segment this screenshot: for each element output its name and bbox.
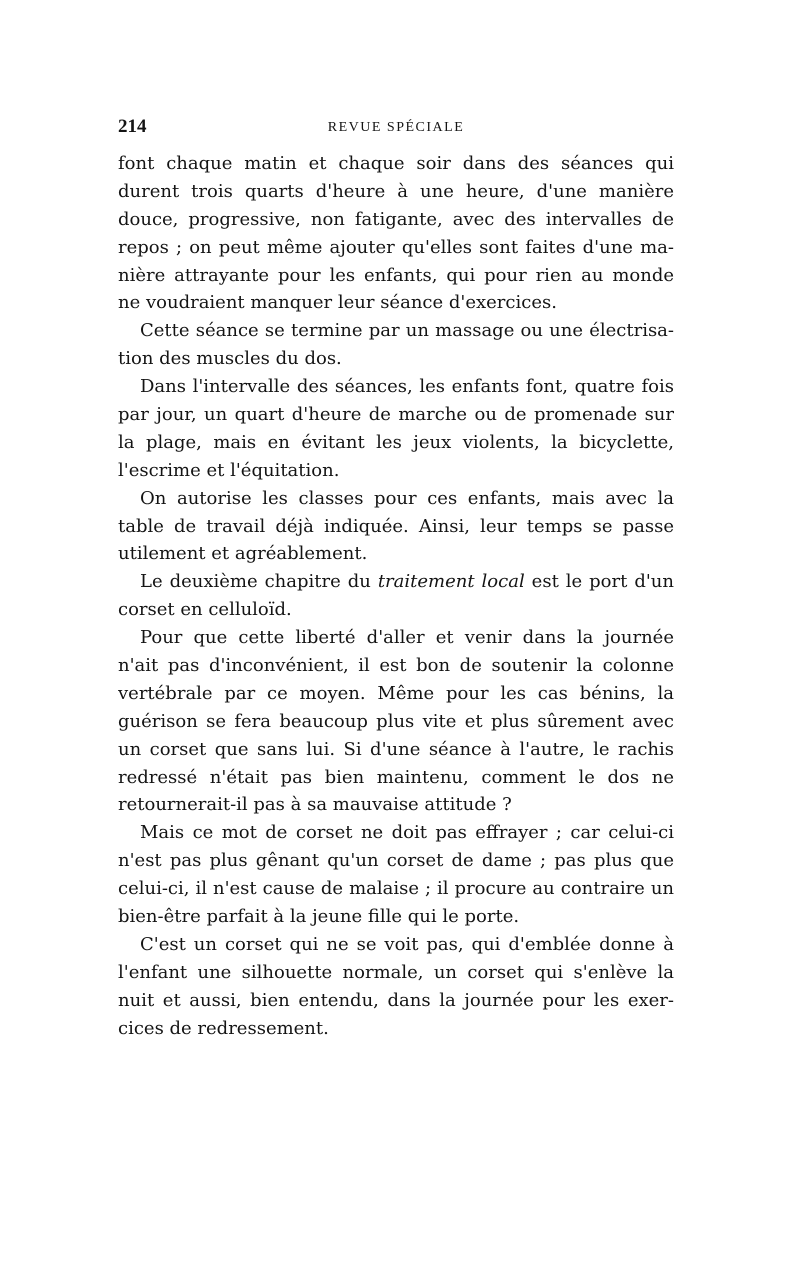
text-line: Pour que cette liberté d'aller et venir dans la journée	[140, 627, 674, 649]
paragraph	[118, 317, 674, 373]
text-line: Dans l'intervalle des séances, les enfants font, quatre fois	[140, 376, 674, 398]
text-line: Mais ce mot de corset ne doit pas effrayer ; car celui-ci	[140, 822, 674, 844]
text-line: nière attrayante pour les enfants, qui pour rien au monde	[118, 264, 674, 286]
page-number: 214	[118, 116, 147, 137]
text-line: C'est un corset qui ne se voit pas, qui d'emblée donne à	[140, 933, 674, 955]
text-line: douce, progressive, non fatigante, avec des intervalles de	[118, 208, 674, 230]
page-header	[118, 116, 674, 140]
text-line: table de travail déjà indiquée. Ainsi, leur temps se passe	[118, 515, 674, 537]
text-line: tion des muscles du dos.	[118, 348, 342, 370]
text-line: redressé n'était pas bien maintenu, comment le dos ne	[118, 766, 674, 788]
italic-phrase: traitement local	[377, 571, 525, 593]
text-line: guérison se fera beaucoup plus vite et plus sûrement avec	[118, 710, 674, 732]
text-line: celui-ci, il n'est cause de malaise ; il procure au contraire un	[118, 878, 674, 900]
running-title: REVUE SPÉCIALE	[327, 120, 465, 135]
paragraph	[118, 624, 674, 819]
paragraph	[118, 819, 674, 931]
text-line: par jour, un quart d'heure de marche ou de promenade sur	[118, 404, 674, 426]
body-text	[118, 150, 674, 1043]
text-line: corset en celluloïd.	[118, 599, 292, 621]
text-line: retournerait-il pas à sa mauvaise attitude ?	[118, 794, 512, 816]
paragraph	[118, 568, 674, 624]
paragraph	[118, 931, 674, 1043]
text-line: Le deuxième chapitre du traitement local est le port d'un	[140, 571, 674, 593]
paragraph	[118, 373, 674, 485]
text-line: repos ; on peut même ajouter qu'elles sont faites d'une ma-	[118, 236, 674, 258]
text-line: Cette séance se termine par un massage ou une électrisa-	[140, 320, 674, 342]
text-line: n'est pas plus gênant qu'un corset de dame ; pas plus que	[118, 850, 674, 872]
text-line: un corset que sans lui. Si d'une séance à l'autre, le rachis	[118, 738, 674, 760]
text-line: vertébrale par ce moyen. Même pour les cas bénins, la	[118, 682, 674, 704]
paragraph	[118, 485, 674, 569]
text-line: utilement et agréablement.	[118, 543, 368, 565]
text-line: nuit et aussi, bien entendu, dans la journée pour les exer-	[118, 989, 674, 1011]
text-line: l'escrime et l'équitation.	[118, 459, 340, 481]
text-line: cices de redressement.	[118, 1017, 329, 1039]
text-line: font chaque matin et chaque soir dans des séances qui	[118, 153, 674, 174]
paragraph	[118, 150, 674, 317]
text-line: l'enfant une silhouette normale, un corset qui s'enlève la	[118, 961, 674, 983]
text-line: la plage, mais en évitant les jeux violents, la bicyclette,	[118, 431, 674, 453]
text-line: On autorise les classes pour ces enfants, mais avec la	[140, 487, 674, 509]
text-line: bien-être parfait à la jeune fille qui le porte.	[118, 906, 520, 928]
text-line: durent trois quarts d'heure à une heure, d'une manière	[118, 180, 674, 202]
text-line: n'ait pas d'inconvénient, il est bon de soutenir la colonne	[118, 655, 674, 677]
text-line: ne voudraient manquer leur séance d'exercices.	[118, 292, 557, 314]
